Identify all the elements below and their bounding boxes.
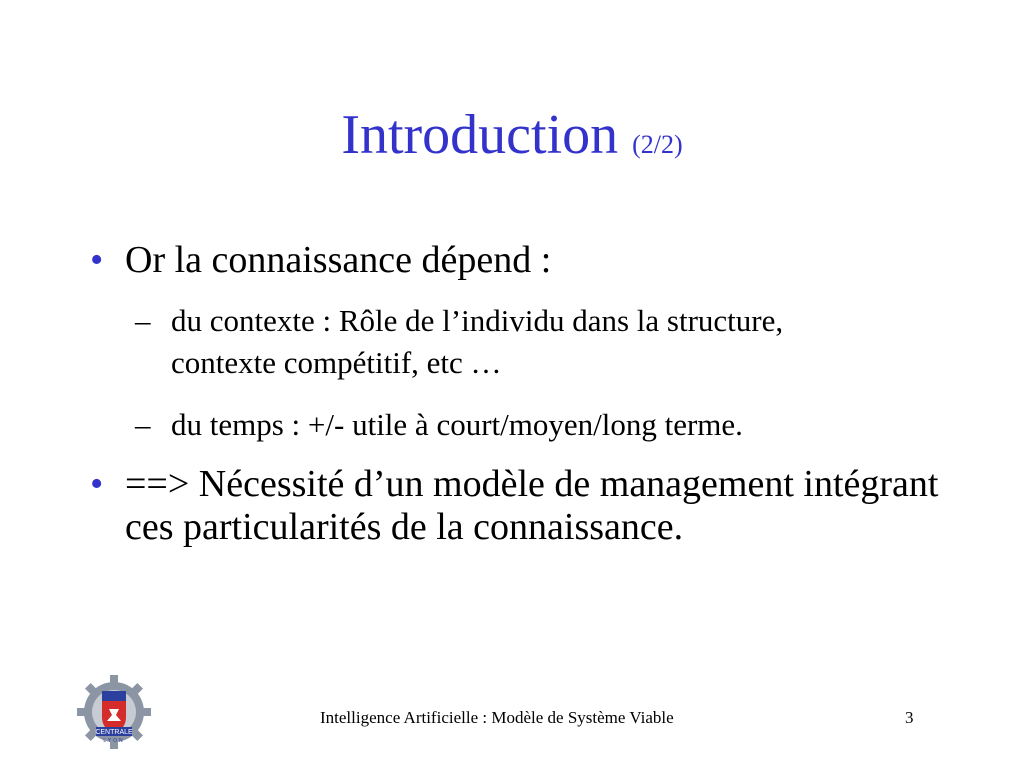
centrale-lyon-logo-icon [75,673,153,751]
logo-subtext: LYON [103,738,125,744]
logo-text: CENTRALE [95,729,133,736]
bullet-marker: • [90,239,104,281]
sub-bullet-text: du contexte : Rôle de l’individu dans la structure, contexte compétitif, etc … [171,303,784,380]
sub-bullet-marker: – [135,407,151,442]
sub-bullet-marker: – [135,303,151,338]
sub-bullet-item-2 [135,404,931,446]
bullet-item-2 [90,463,955,549]
footer-text: Intelligence Artificielle : Modèle de Système Viable [320,708,674,727]
sub-bullet-text: du temps : +/- utile à court/moyen/long terme. [171,407,743,442]
page-number: 3 [905,708,914,727]
bullet-text: Or la connaissance dépend : [125,239,552,281]
sub-bullet-item-1 [135,300,871,384]
title-suffix: (2/2) [632,130,683,159]
title-main: Introduction [341,104,619,166]
bullet-item-1 [90,239,945,281]
bullet-marker: • [90,463,104,505]
bullet-text: ==> Nécessité d’un modèle de management intégrant ces particularités de la connaissance. [125,463,939,548]
